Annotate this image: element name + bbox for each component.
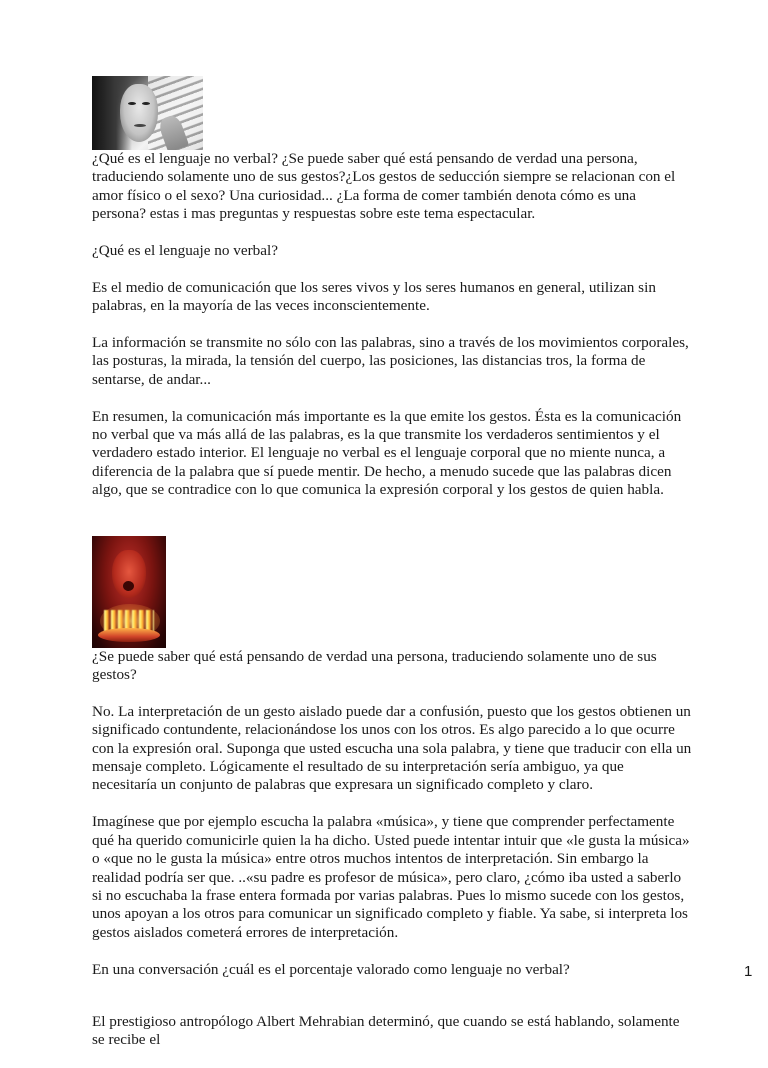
page-number: 1: [744, 963, 753, 980]
image-mouth-shape: [134, 124, 146, 127]
birthday-girl-image: [92, 536, 166, 648]
paragraph: El prestigioso antropólogo Albert Mehrabian determinó, que cuando se está hablando, solamente se recibe el: [92, 1012, 680, 1049]
image-face-shape: [120, 84, 158, 142]
section-heading-2: ¿Se puede saber qué está pensando de verdad una persona, traduciendo solamente uno de sus gestos?: [92, 647, 657, 684]
image-eye-shape: [128, 102, 136, 105]
intro-paragraph: ¿Qué es el lenguaje no verbal? ¿Se puede saber qué está pensando de verdad una persona, traduciendo solamente uno de sus gestos?¿Los gestos de seducción siempre se relacionan con el amor físico o el sexo? Una curiosidad... ¿La forma de comer también denota cómo es una persona? estas i mas preguntas y respuestas sobre este tema espectacular.: [92, 150, 676, 223]
paragraph: En resumen, la comunicación más importante es la que emite los gestos. Ésta es la comunicación no verbal que va más allá de las palabras, es la que transmite los verdaderos sentimientos y el verdadero estado interior. El lenguaje no verbal es el lenguaje corporal que no miente nunca, a diferencia de la palabra que sí puede mentir. De hecho, a menudo sucede que las palabras dicen algo, que se contradice con lo que comunica la expresión corporal y los gestos de quien habla.: [92, 407, 682, 499]
image-eye-shape: [142, 102, 150, 105]
section-heading-1: ¿Qué es el lenguaje no verbal?: [92, 242, 278, 260]
paragraph: No. La interpretación de un gesto aislado puede dar a confusión, puesto que los gestos obtienen un significado contundente, relacionándose los unos con los otros. Es algo parecido a lo que ocurre con la expresión oral. Suponga que usted escucha una sola palabra, y tiene que traducir con ella un mensaje completo. Lógicamente el resultado de su interpretación sería ambiguo, ya que necesitaría un conjunto de palabras que expresara un significado completo y claro.: [92, 702, 692, 794]
woman-portrait-image: [92, 76, 203, 150]
image-cake-shape: [98, 628, 160, 642]
paragraph: Es el medio de comunicación que los seres vivos y los seres humanos en general, utilizan sin palabras, en la mayoría de las veces inconscientemente.: [92, 278, 656, 315]
image-mouth-shape: [123, 581, 134, 591]
section-heading-3: En una conversación ¿cuál es el porcentaje valorado como lenguaje no verbal?: [92, 960, 570, 978]
document-body: [92, 76, 692, 1068]
paragraph: Imagínese que por ejemplo escucha la palabra «música», y tiene que comprender perfectamente qué ha querido comunicirle quien la ha dicho. Usted puede intentar intuir que «le gusta la música» o «que no le gusta la música» entre otros muchos intentos de interpretación. Sin embargo la realidad podría ser que. ..«su padre es profesor de música», pero claro, ¿cómo iba usted a saberlo si no escuchaba la frase entera formada por varias palabras. Pues lo mismo sucede con los gestos, unos apoyan a los otros para comunicar un significado completo y fiable. Ya sabe, si interpreta los gestos aislados cometerá errores de interpretación.: [92, 813, 690, 941]
paragraph: La información se transmite no sólo con las palabras, sino a través de los movimientos corporales, las posturas, la mirada, la tensión del cuerpo, las posiciones, las distancias tros, la forma de sentarse, de andar...: [92, 334, 689, 388]
